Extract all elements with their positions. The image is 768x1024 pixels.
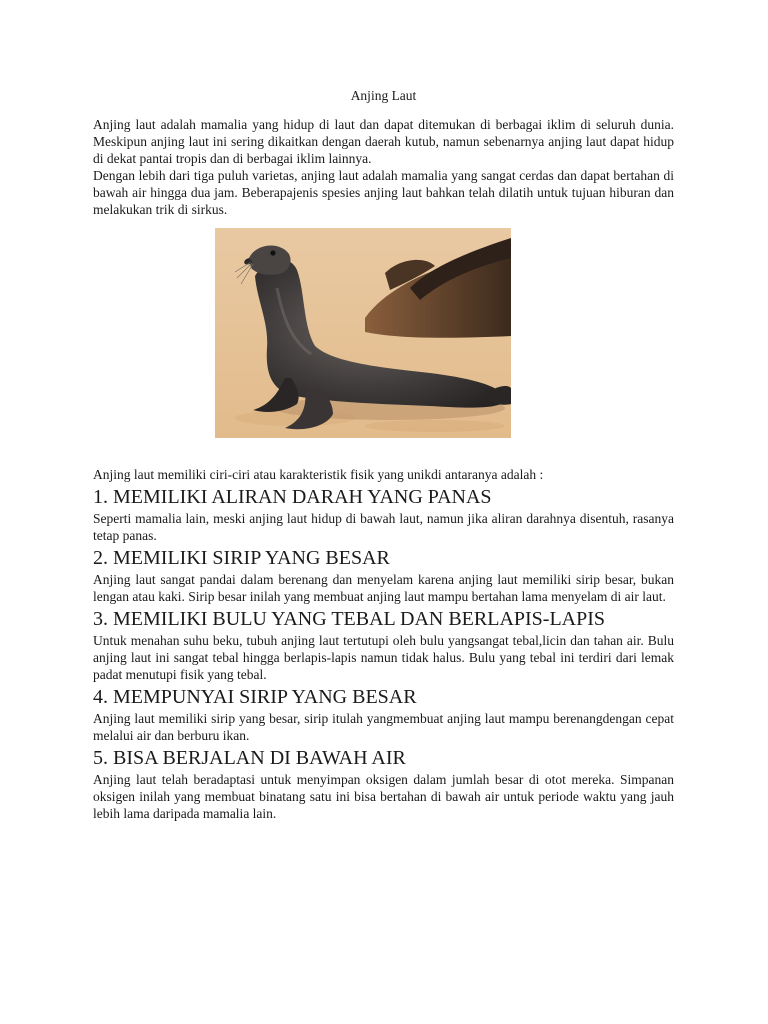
paragraph-2: Dengan lebih dari tiga puluh varietas, anjing laut adalah mamalia yang sangat cerdas dan dapat bertahan di bawah air hingga dua jam. Beberapajenis spesies anjing laut bahkan telah dilatih untuk tujuan hiburan dan melakukan trik di sirkus.: [93, 168, 674, 217]
document-content: [93, 88, 674, 822]
sea-lion-photo: [215, 228, 511, 438]
section-4-heading: 4. MEMPUNYAI SIRIP YANG BESAR: [93, 686, 417, 708]
section-5-body: Anjing laut telah beradaptasi untuk menyimpan oksigen dalam jumlah besar di otot mereka. Simpanan oksigen inilah yang membuat binatang satu ini bisa bertahan di bawah air untuk periode waktu yang jauh lebih lama daripada mamalia lain.: [93, 772, 674, 821]
section-1-heading: 1. MEMILIKI ALIRAN DARAH YANG PANAS: [93, 486, 492, 508]
section-2-body: Anjing laut sangat pandai dalam berenang dan menyelam karena anjing laut memiliki sirip besar, bukan lengan atau kaki. Sirip besar inilah yang membuat anjing laut mampu bertahan lama menyelam di air laut.: [93, 572, 674, 604]
section-1-body: Seperti mamalia lain, meski anjing laut hidup di bawah laut, namun jika aliran darahnya disentuh, rasanya tetap panas.: [93, 511, 674, 543]
section-3-heading: 3. MEMILIKI BULU YANG TEBAL DAN BERLAPIS-LAPIS: [93, 608, 606, 630]
section-5-heading: 5. BISA BERJALAN DI BAWAH AIR: [93, 747, 406, 769]
sea-lion-illustration: [215, 228, 511, 438]
section-2-heading: 2. MEMILIKI SIRIP YANG BESAR: [93, 547, 390, 569]
characteristics-intro: Anjing laut memiliki ciri-ciri atau karakteristik fisik yang unikdi antaranya adalah :: [93, 467, 544, 482]
document-title: Anjing Laut: [350, 88, 417, 103]
section-4-body: Anjing laut memiliki sirip yang besar, sirip itulah yangmembuat anjing laut mampu berenangdengan cepat melalui air dan berburu ikan.: [93, 711, 674, 743]
paragraph-1: Anjing laut adalah mamalia yang hidup di laut dan dapat ditemukan di berbagai iklim di seluruh dunia. Meskipun anjing laut ini sering dikaitkan dengan daerah kutub, namun sebenarnya anjing laut dapat hidup di dekat pantai tropis dan di berbagai iklim lainnya.: [93, 117, 674, 166]
section-3-body: Untuk menahan suhu beku, tubuh anjing laut tertutupi oleh bulu yangsangat tebal,licin dan tahan air. Bulu anjing laut ini sangat tebal hingga berlapis-lapis namun tidak halus. Bulu yang tebal ini terdiri dari lemak padat menutupi fisik yang tebal.: [93, 633, 674, 682]
